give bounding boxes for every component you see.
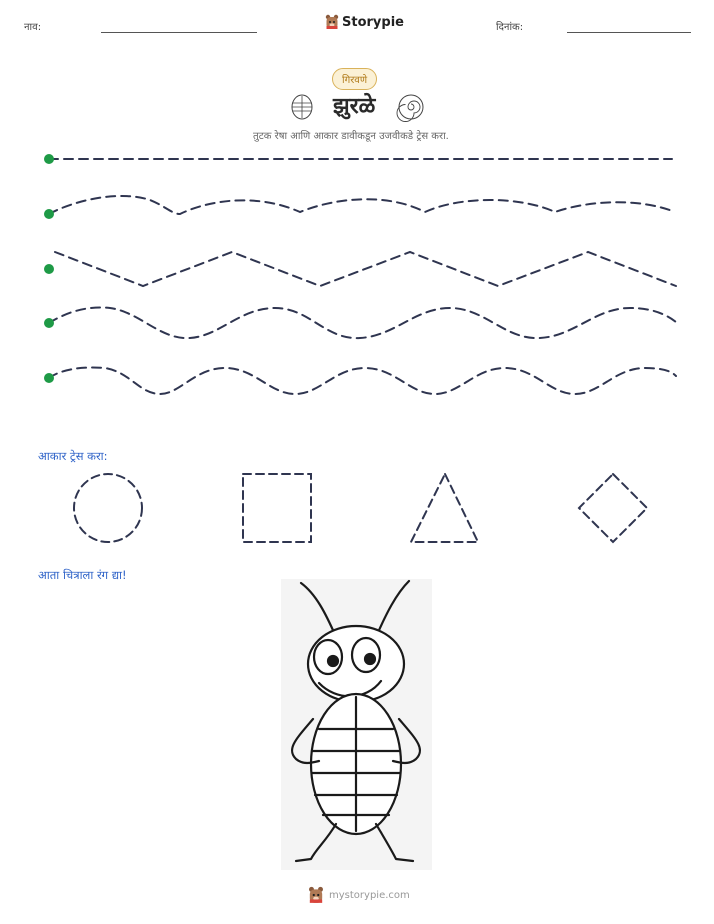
start-dot <box>44 209 54 219</box>
trace-square <box>243 474 311 542</box>
trace-triangle <box>411 474 478 542</box>
category-badge: गिरवणे <box>332 68 377 90</box>
instruction-text: तुटक रेषा आणि आकार डावीकडून उजवीकडे ट्रेस करा. <box>253 131 449 142</box>
brand-name: Storypie <box>342 14 404 30</box>
trace-diamond <box>579 474 647 542</box>
date-label: दिनांक: <box>496 22 524 33</box>
footer-url[interactable]: mystorypie.com <box>329 889 410 901</box>
shape-tracing-row <box>0 466 714 550</box>
storypie-bear-icon <box>308 886 324 904</box>
shapes-heading: आकार ट्रेस करा: <box>38 449 108 463</box>
tracing-line-bumpy-wave <box>49 367 676 394</box>
tracing-lines <box>0 0 714 400</box>
start-dot <box>44 264 54 274</box>
footer <box>308 886 410 904</box>
tracing-line-wave <box>49 308 676 339</box>
tracing-line-smooth-wave <box>49 196 675 214</box>
start-dot <box>44 154 54 164</box>
cockroach-coloring-image <box>281 579 432 870</box>
tracing-line-zigzag <box>55 252 676 286</box>
start-dot <box>44 318 54 328</box>
name-label: नाव: <box>24 22 42 33</box>
trace-circle <box>74 474 142 542</box>
worksheet-title: झुरळे <box>333 94 376 119</box>
coloring-heading: आता चित्राला रंग द्या! <box>38 568 127 582</box>
start-dot <box>44 373 54 383</box>
